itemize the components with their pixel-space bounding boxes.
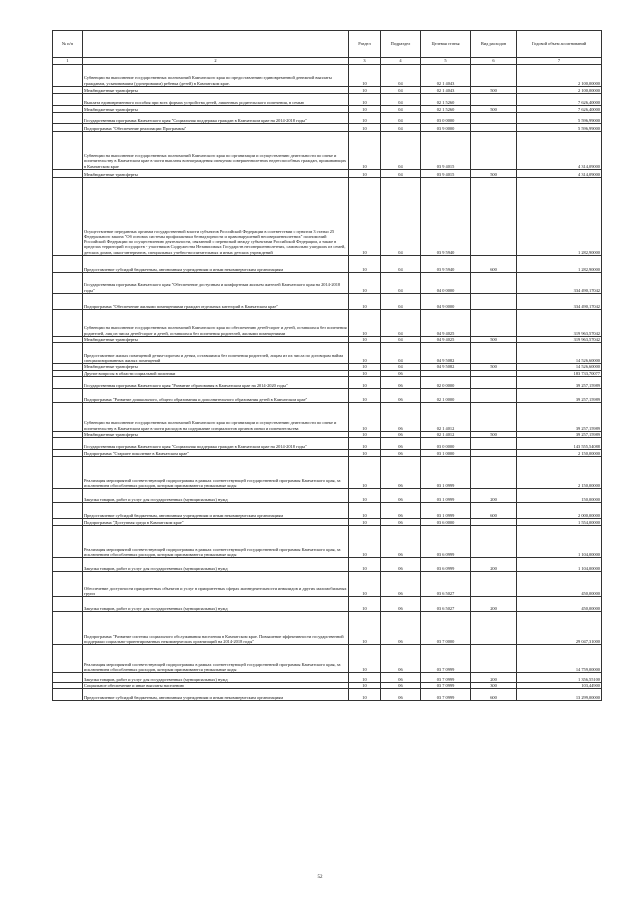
cell-expense-type: 200: [471, 558, 517, 572]
table-row: [53, 489, 602, 503]
cell-expense-type: 200: [471, 597, 517, 612]
cell-expense-type: [471, 343, 517, 364]
cell-amount: 1 554,00000: [517, 519, 602, 526]
column-number: 3: [349, 58, 381, 65]
cell-name: Межбюджетные трансферты: [83, 170, 349, 178]
cell-amount: 14 526,60000: [517, 364, 602, 370]
cell-subsection: 06: [381, 489, 421, 503]
cell-name: Предоставление жилых помещений детям-сиротам и детям, оставшимся без попечения родителей, лицам из их числа по договорам найма специализированных жилых помещений: [83, 343, 349, 364]
cell-number: [53, 388, 83, 402]
cell-subsection: 04: [381, 94, 421, 106]
table-row: [53, 689, 602, 701]
cell-name: Подпрограмма "Обеспечение реализации Программы": [83, 124, 349, 132]
cell-expense-type: [471, 645, 517, 673]
table-row: [53, 65, 602, 87]
cell-name: Осуществление переданных органам государственной власти субъектов Российской Федерации в соответствии с пунктом 3 статьи 25 Федерального закона "Об основах системы профилактики безнадзорности и правонарушений несовершеннолетних" полномочий Российской Федерации по осуществлению деятельности, связанной с перевозкой между субъектами Российской Федерации, а также в пределах территорий государств - участников Содружества Независимых Государств несовершеннолетних, самовольно ушедших из семей, детских домов, школ-интернатов, специальных учебно-воспитательных и иных детских учреждений: [83, 178, 349, 256]
cell-section: 10: [349, 388, 381, 402]
cell-subsection: 04: [381, 178, 421, 256]
cell-expense-type: [471, 113, 517, 124]
cell-target-article: 03 1 0999: [421, 457, 471, 489]
cell-name: Закупка товаров, работ и услуг для государственных (муниципальных) нужд: [83, 489, 349, 503]
cell-expense-type: [471, 519, 517, 526]
cell-subsection: 04: [381, 343, 421, 364]
cell-subsection: 06: [381, 689, 421, 701]
table-row: [53, 178, 602, 256]
cell-name: Социальное обеспечение и иные выплаты населению: [83, 683, 349, 689]
cell-amount: 1 104,00000: [517, 558, 602, 572]
cell-subsection: 06: [381, 673, 421, 683]
cell-section: 10: [349, 132, 381, 170]
cell-section: 10: [349, 431, 381, 437]
cell-number: [53, 612, 83, 645]
table-row: [53, 450, 602, 457]
column-number: 4: [381, 58, 421, 65]
cell-target-article: 02 1 0000: [421, 388, 471, 402]
cell-expense-type: [471, 526, 517, 558]
cell-expense-type: [471, 388, 517, 402]
table-row: [53, 87, 602, 94]
cell-number: [53, 178, 83, 256]
header-annual-amount: Годовой объем ассигнований: [517, 31, 602, 58]
cell-number: [53, 597, 83, 612]
column-number: 2: [83, 58, 349, 65]
cell-name: Государственная программа Камчатского края "Социальная поддержка граждан в Камчатском крае на 2014-2018 годы": [83, 113, 349, 124]
cell-expense-type: [471, 94, 517, 106]
cell-section: 10: [349, 294, 381, 310]
table-row: [53, 526, 602, 558]
cell-subsection: 06: [381, 388, 421, 402]
cell-target-article: 03 9 4015: [421, 132, 471, 170]
header-expense-type: Вид расходов: [471, 31, 517, 58]
cell-subsection: 06: [381, 438, 421, 450]
column-number-row: [53, 58, 602, 65]
cell-target-article: 04 9 5082: [421, 343, 471, 364]
cell-subsection: 06: [381, 370, 421, 376]
column-number: 5: [421, 58, 471, 65]
cell-target-article: 03 7 0999: [421, 683, 471, 689]
cell-amount: 319 963,57042: [517, 337, 602, 343]
cell-section: 10: [349, 402, 381, 431]
cell-target-article: 02 1 4043: [421, 87, 471, 94]
cell-name: Государственная программа Камчатского края "Развитие образования в Камчатском крае на 2014-2020 годы": [83, 376, 349, 388]
cell-amount: 2 100,00000: [517, 87, 602, 94]
cell-amount: 319 963,57042: [517, 310, 602, 337]
cell-number: [53, 294, 83, 310]
table-row: [53, 113, 602, 124]
cell-name: Реализация мероприятий соответствующей подпрограммы в рамках соответствующей государственной программы Камчатского края, за исключением обособленных расходов, которым присваиваются уникальные коды: [83, 457, 349, 489]
table-row: [53, 343, 602, 364]
header-subsection: Подраздел: [381, 31, 421, 58]
cell-amount: 1 282,90000: [517, 178, 602, 256]
cell-amount: 5 596,99000: [517, 113, 602, 124]
cell-section: 10: [349, 673, 381, 683]
cell-name: Межбюджетные трансферты: [83, 87, 349, 94]
cell-section: 10: [349, 337, 381, 343]
cell-name: Субвенции на выполнение государственных полномочий Камчатского края по организации и осуществлению деятельности по опеке и попечительству в Камчатском крае в части выплаты вознаграждения опекунам совершеннолетних недееспособных граждан, проживающих в Камчатском крае: [83, 132, 349, 170]
cell-subsection: 04: [381, 256, 421, 273]
cell-number: [53, 503, 83, 519]
cell-expense-type: 500: [471, 364, 517, 370]
cell-expense-type: 500: [471, 106, 517, 113]
cell-section: 10: [349, 113, 381, 124]
cell-section: 10: [349, 178, 381, 256]
cell-amount: 39 257,15989: [517, 402, 602, 431]
cell-section: 10: [349, 376, 381, 388]
table-row: [53, 558, 602, 572]
cell-target-article: 03 9 5940: [421, 256, 471, 273]
table-row: [53, 273, 602, 294]
cell-subsection: 06: [381, 450, 421, 457]
cell-number: [53, 65, 83, 87]
cell-name: Подпрограмма "Старшее поколение в Камчатском крае": [83, 450, 349, 457]
cell-name: Обеспечение доступности приоритетных объектов и услуг в приоритетных сферах жизнедеятельности инвалидов и других маломобильных групп: [83, 572, 349, 597]
cell-amount: 1 104,00000: [517, 526, 602, 558]
cell-target-article: 03 7 0000: [421, 612, 471, 645]
cell-section: 10: [349, 519, 381, 526]
header-name: [83, 31, 349, 58]
cell-expense-type: [471, 612, 517, 645]
cell-subsection: 06: [381, 519, 421, 526]
document-page: [52, 30, 601, 701]
cell-name: Субвенции на выполнение государственных полномочий Камчатского края по организации и осуществлению деятельности по опеке и попечительству в Камчатском крае в части расходов на содержание специалистов органов опеки и попечительства: [83, 402, 349, 431]
table-row: [53, 94, 602, 106]
table-row: [53, 132, 602, 170]
cell-section: 10: [349, 310, 381, 337]
cell-number: [53, 343, 83, 364]
cell-section: 10: [349, 438, 381, 450]
cell-section: 10: [349, 489, 381, 503]
cell-subsection: 06: [381, 526, 421, 558]
cell-section: 10: [349, 94, 381, 106]
cell-name: Реализация мероприятий соответствующей подпрограммы в рамках соответствующей государственной программы Камчатского края, за исключением обособленных расходов, которым присваиваются уникальные коды: [83, 645, 349, 673]
cell-expense-type: [471, 457, 517, 489]
cell-expense-type: [471, 273, 517, 294]
cell-target-article: 02 1 4012: [421, 402, 471, 431]
cell-expense-type: [471, 65, 517, 87]
cell-amount: 450,00000: [517, 572, 602, 597]
cell-subsection: 06: [381, 558, 421, 572]
cell-number: [53, 645, 83, 673]
cell-number: [53, 94, 83, 106]
table-row: [53, 294, 602, 310]
cell-target-article: 03 9 4015: [421, 170, 471, 178]
cell-name: Закупка товаров, работ и услуг для государственных (муниципальных) нужд: [83, 673, 349, 683]
cell-subsection: 04: [381, 124, 421, 132]
table-row: [53, 438, 602, 450]
cell-target-article: 04 9 4025: [421, 337, 471, 343]
cell-target-article: 03 6 0000: [421, 519, 471, 526]
cell-section: 10: [349, 343, 381, 364]
cell-target-article: 03 6 0999: [421, 558, 471, 572]
header-number: № п/п: [53, 31, 83, 58]
cell-expense-type: 500: [471, 170, 517, 178]
table-row: [53, 673, 602, 683]
cell-subsection: 04: [381, 87, 421, 94]
cell-section: 10: [349, 645, 381, 673]
cell-number: [53, 558, 83, 572]
cell-section: 10: [349, 503, 381, 519]
column-number: 7: [517, 58, 602, 65]
cell-target-article: 03 7 0999: [421, 673, 471, 683]
cell-target-article: 04 0 0000: [421, 273, 471, 294]
cell-section: 10: [349, 450, 381, 457]
cell-name: Межбюджетные трансферты: [83, 431, 349, 437]
cell-subsection: 06: [381, 612, 421, 645]
cell-subsection: 06: [381, 572, 421, 597]
cell-target-article: 03 1 0999: [421, 489, 471, 503]
cell-name: Государственная программа Камчатского края "Социальная поддержка граждан в Камчатском крае на 2014-2018 годы": [83, 438, 349, 450]
cell-target-article: 03 6 5027: [421, 597, 471, 612]
cell-name: Субвенции на выполнение государственных полномочий Камчатского края по предоставлению единовременной денежной выплаты гражданам, усыновившим (удочерившим) ребенка (детей) в Камчатском крае.: [83, 65, 349, 87]
cell-amount: 39 257,15989: [517, 388, 602, 402]
cell-number: [53, 170, 83, 178]
cell-section: 10: [349, 572, 381, 597]
cell-target-article: 02 1 4043: [421, 65, 471, 87]
cell-target-article: 03 0 0000: [421, 438, 471, 450]
cell-name: Межбюджетные трансферты: [83, 337, 349, 343]
cell-number: [53, 450, 83, 457]
cell-expense-type: [471, 402, 517, 431]
cell-amount: 39 257,15989: [517, 431, 602, 437]
cell-target-article: 02 0 0000: [421, 376, 471, 388]
cell-amount: 334 490,17042: [517, 273, 602, 294]
cell-section: 10: [349, 364, 381, 370]
cell-name: Закупка товаров, работ и услуг для государственных (муниципальных) нужд: [83, 597, 349, 612]
cell-amount: 2 000,00000: [517, 503, 602, 519]
cell-name: Подпрограмма "Развитие системы социального обслуживания населения в Камчатском крае. Повышение эффективности государственной поддержки социально-ориентированных некоммерческих организаций на 2014-2018 годы": [83, 612, 349, 645]
cell-target-article: 03 1 0000: [421, 450, 471, 457]
cell-name: Подпрограмма "Обеспечение жилыми помещениями граждан отдельных категорий в Камчатском крае": [83, 294, 349, 310]
cell-expense-type: 200: [471, 489, 517, 503]
table-row: [53, 256, 602, 273]
cell-target-article: 04 9 4025: [421, 310, 471, 337]
cell-subsection: 04: [381, 364, 421, 370]
cell-subsection: 06: [381, 645, 421, 673]
cell-expense-type: [471, 572, 517, 597]
cell-section: 10: [349, 124, 381, 132]
cell-amount: 14 759,00000: [517, 645, 602, 673]
cell-target-article: 03 0 0000: [421, 113, 471, 124]
table-header-row: [53, 31, 602, 58]
cell-amount: 150,00000: [517, 489, 602, 503]
table-row: [53, 310, 602, 337]
cell-expense-type: [471, 438, 517, 450]
header-section: Раздел: [349, 31, 381, 58]
cell-section: 10: [349, 106, 381, 113]
cell-section: 10: [349, 558, 381, 572]
cell-number: [53, 526, 83, 558]
cell-amount: 183 733,70077: [517, 370, 602, 376]
cell-name: Выплата единовременного пособия при всех формах устройства детей, лишенных родительского попечения, в семью: [83, 94, 349, 106]
cell-subsection: 06: [381, 376, 421, 388]
cell-number: [53, 402, 83, 431]
cell-target-article: 03 7 0999: [421, 689, 471, 701]
cell-subsection: 06: [381, 597, 421, 612]
cell-amount: 2 150,00000: [517, 457, 602, 489]
cell-expense-type: [471, 450, 517, 457]
cell-number: [53, 376, 83, 388]
cell-name: Подпрограмма "Доступная среда в Камчатском крае": [83, 519, 349, 526]
table-row: [53, 503, 602, 519]
cell-amount: 2 150,00000: [517, 450, 602, 457]
cell-amount: 1 356,55100: [517, 673, 602, 683]
table-row: [53, 597, 602, 612]
table-row: [53, 376, 602, 388]
cell-expense-type: [471, 376, 517, 388]
budget-table: [52, 30, 602, 701]
cell-number: [53, 457, 83, 489]
cell-amount: 13 299,00000: [517, 689, 602, 701]
cell-section: 10: [349, 273, 381, 294]
cell-subsection: 04: [381, 113, 421, 124]
cell-subsection: 06: [381, 457, 421, 489]
cell-target-article: 02 1 5260: [421, 94, 471, 106]
cell-section: 10: [349, 689, 381, 701]
table-row: [53, 645, 602, 673]
table-row: [53, 124, 602, 132]
cell-amount: 334 490,17042: [517, 294, 602, 310]
table-row: [53, 457, 602, 489]
cell-subsection: 04: [381, 310, 421, 337]
column-number: 6: [471, 58, 517, 65]
cell-subsection: 06: [381, 402, 421, 431]
cell-section: 10: [349, 683, 381, 689]
cell-subsection: 04: [381, 273, 421, 294]
cell-name: Другие вопросы в области социальной политики: [83, 370, 349, 376]
cell-number: [53, 689, 83, 701]
cell-amount: 4 314,09000: [517, 170, 602, 178]
cell-target-article: 03 9 5940: [421, 178, 471, 256]
table-row: [53, 402, 602, 431]
cell-target-article: 04 9 0000: [421, 294, 471, 310]
table-row: [53, 170, 602, 178]
cell-expense-type: 200: [471, 673, 517, 683]
cell-number: [53, 489, 83, 503]
cell-target-article: 03 1 0999: [421, 503, 471, 519]
cell-number: [53, 310, 83, 337]
cell-expense-type: [471, 310, 517, 337]
cell-name: Межбюджетные трансферты: [83, 106, 349, 113]
cell-section: 10: [349, 170, 381, 178]
cell-name: Предоставление субсидий бюджетным, автономным учреждениям и иным некоммерческим организациям: [83, 689, 349, 701]
cell-number: [53, 673, 83, 683]
cell-expense-type: [471, 178, 517, 256]
cell-section: 10: [349, 370, 381, 376]
cell-number: [53, 106, 83, 113]
cell-number: [53, 256, 83, 273]
cell-subsection: 04: [381, 170, 421, 178]
cell-section: 10: [349, 597, 381, 612]
cell-amount: 7 626,40000: [517, 106, 602, 113]
cell-amount: 4 314,09000: [517, 132, 602, 170]
cell-section: 10: [349, 256, 381, 273]
cell-number: [53, 87, 83, 94]
cell-number: [53, 572, 83, 597]
cell-number: [53, 519, 83, 526]
cell-amount: 103,44900: [517, 683, 602, 689]
cell-name: Государственная программа Камчатского края "Обеспечение доступным и комфортным жильем жителей Камчатского края на 2014-2018 годы": [83, 273, 349, 294]
cell-amount: 143 555,54088: [517, 438, 602, 450]
cell-name: Реализация мероприятий соответствующей подпрограммы в рамках соответствующей государственной программы Камчатского края, за исключением обособленных расходов, которым присваиваются уникальные коды: [83, 526, 349, 558]
cell-subsection: 04: [381, 337, 421, 343]
cell-amount: 1 282,90000: [517, 256, 602, 273]
cell-number: [53, 132, 83, 170]
table-row: [53, 612, 602, 645]
cell-name: Предоставление субсидий бюджетным, автономным учреждениям и иным некоммерческим организациям: [83, 256, 349, 273]
cell-section: 10: [349, 612, 381, 645]
column-number: 1: [53, 58, 83, 65]
cell-name: Подпрограмма "Развитие дошкольного, общего образования и дополнительного образования детей в Камчатском крае": [83, 388, 349, 402]
cell-amount: 450,00000: [517, 597, 602, 612]
cell-name: Субвенции на выполнение государственных полномочий Камчатского края по обеспечению детей-сирот и детей, оставшихся без попечения родителей, лиц из числа детей-сирот и детей, оставшихся без попечения родителей, жилыми помещениями: [83, 310, 349, 337]
table-row: [53, 388, 602, 402]
cell-subsection: 04: [381, 132, 421, 170]
cell-expense-type: 500: [471, 431, 517, 437]
header-target-article: Целевая статья: [421, 31, 471, 58]
cell-number: [53, 273, 83, 294]
cell-expense-type: 500: [471, 87, 517, 94]
page-number: 52: [317, 875, 323, 880]
table-body: [53, 65, 602, 701]
cell-amount: 7 626,40000: [517, 94, 602, 106]
cell-subsection: 04: [381, 294, 421, 310]
cell-expense-type: 600: [471, 503, 517, 519]
cell-target-article: 04 9 5082: [421, 364, 471, 370]
cell-target-article: 03 6 5027: [421, 572, 471, 597]
cell-section: 10: [349, 87, 381, 94]
cell-target-article: 02 1 4012: [421, 431, 471, 437]
cell-amount: 2 100,00000: [517, 65, 602, 87]
cell-section: 10: [349, 526, 381, 558]
cell-number: [53, 113, 83, 124]
cell-subsection: 04: [381, 65, 421, 87]
cell-expense-type: 500: [471, 337, 517, 343]
cell-target-article: 02 1 5260: [421, 106, 471, 113]
cell-subsection: 06: [381, 431, 421, 437]
cell-section: 10: [349, 65, 381, 87]
cell-expense-type: [471, 294, 517, 310]
cell-target-article: 03 9 0000: [421, 124, 471, 132]
cell-amount: 14 526,60000: [517, 343, 602, 364]
cell-target-article: 03 7 0999: [421, 645, 471, 673]
cell-name: Межбюджетные трансферты: [83, 364, 349, 370]
table-row: [53, 519, 602, 526]
cell-amount: 39 257,15989: [517, 376, 602, 388]
cell-amount: 29 047,31000: [517, 612, 602, 645]
cell-subsection: 04: [381, 106, 421, 113]
cell-expense-type: 300: [471, 683, 517, 689]
cell-amount: 5 596,99000: [517, 124, 602, 132]
cell-expense-type: [471, 132, 517, 170]
cell-section: 10: [349, 457, 381, 489]
cell-number: [53, 438, 83, 450]
cell-expense-type: 600: [471, 256, 517, 273]
cell-subsection: 06: [381, 683, 421, 689]
cell-number: [53, 124, 83, 132]
cell-name: Предоставление субсидий бюджетным, автономным учреждениям и иным некоммерческим организациям: [83, 503, 349, 519]
cell-expense-type: 600: [471, 689, 517, 701]
cell-target-article: 03 6 0999: [421, 526, 471, 558]
table-row: [53, 106, 602, 113]
cell-name: Закупка товаров, работ и услуг для государственных (муниципальных) нужд: [83, 558, 349, 572]
cell-expense-type: [471, 124, 517, 132]
cell-subsection: 06: [381, 503, 421, 519]
table-row: [53, 572, 602, 597]
